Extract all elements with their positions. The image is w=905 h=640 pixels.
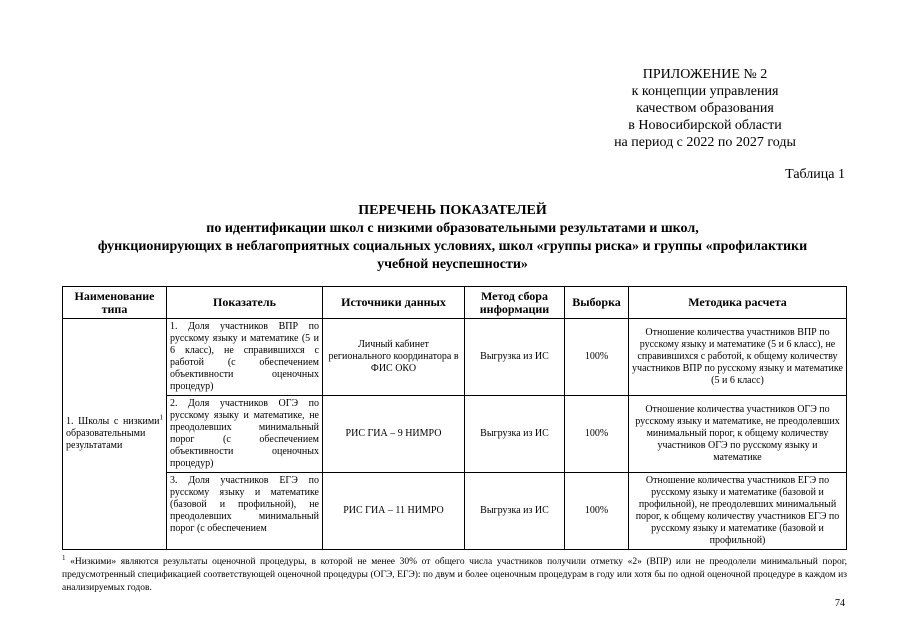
header-type: Наименование типа: [63, 287, 167, 319]
header-sources: Источники данных: [323, 287, 465, 319]
calc-cell: Отношение количества участников ОГЭ по русскому языку и математике, не преодолевших минимальный порог, к общему количеству участников ОГЭ по русскому языку и математике: [629, 396, 847, 473]
table-header-row: [63, 287, 847, 319]
title-sub-2: функционирующих в неблагоприятных социальных условиях, школ «группы риска» и группы «профилактики: [97, 239, 808, 254]
footnote-ref: 1: [159, 413, 163, 422]
appendix-line: в Новосибирской области: [628, 118, 782, 133]
source-cell: РИС ГИА – 9 НИМРО: [323, 396, 465, 473]
sample-cell: 100%: [565, 473, 629, 550]
indicator-cell: 2. Доля участников ОГЭ по русскому языку и математике, не преодолевших минимальный порог (с обеспечением объективности оценочных процедур): [167, 396, 323, 473]
type-cell: [63, 319, 167, 550]
method-cell: Выгрузка из ИС: [465, 473, 565, 550]
table-row: [63, 473, 847, 550]
appendix-line: к концепции управления: [631, 84, 779, 99]
source-cell: РИС ГИА – 11 НИМРО: [323, 473, 465, 550]
title-sub-3: учебной неуспешности»: [377, 257, 528, 272]
footnote: [62, 553, 848, 595]
appendix-line: на период с 2022 по 2027 годы: [614, 135, 796, 150]
indicators-table: [62, 286, 847, 550]
footnote-text: «Низкими» являются результаты оценочной процедуры, в которой не менее 30% от общего числа участников получили отметку «2» (ВПР) или не преодолели минимальный порог, предусмотренный спецификацией соответствующей оценочной процедуры (ОГЭ, ЕГЭ): по двум и более оценочным процедурам в году или хотя бы по одной оценочной процедуре в каждом из анализируемых годов.: [62, 557, 848, 593]
header-calc: Методика расчета: [629, 287, 847, 319]
table-row: [63, 396, 847, 473]
document-title: [60, 202, 845, 274]
header-method: Метод сбора информации: [465, 287, 565, 319]
page-number: 74: [835, 598, 845, 609]
sample-cell: 100%: [565, 396, 629, 473]
indicator-cell: 1. Доля участников ВПР по русскому языку и математике (5 и 6 класс), не справившихся с работой (с обеспечением объективности оценочных процедур): [167, 319, 323, 396]
title-main: ПЕРЕЧЕНЬ ПОКАЗАТЕЛЕЙ: [358, 203, 547, 218]
footnote-mark: 1: [62, 553, 66, 562]
footnote-divider: [62, 549, 212, 550]
indicator-text: 3. Доля участников ЕГЭ по русскому языку и математике (базовой и профильной), не преодолевших минимальный порог (с обеспечением: [170, 475, 319, 534]
type-suffix: образовательными результатами: [66, 428, 146, 451]
method-cell: Выгрузка из ИС: [465, 319, 565, 396]
header-indicator: Показатель: [167, 287, 323, 319]
type-prefix: 1. Школы с низкими: [66, 416, 160, 427]
calc-cell: Отношение количества участников ВПР по русскому языку и математике (5 и 6 класс), не справившихся с работой, к общему количеству участников ВПР по русскому языку и математике (5 и 6 класс): [629, 319, 847, 396]
appendix-line: ПРИЛОЖЕНИЕ № 2: [642, 67, 768, 82]
table-row: [63, 319, 847, 396]
indicator-cell: [167, 473, 323, 550]
title-sub-1: по идентификации школ с низкими образовательными результатами и школ,: [206, 221, 699, 236]
source-cell: Личный кабинет регионального координатора в ФИС ОКО: [323, 319, 465, 396]
table-label: Таблица 1: [785, 167, 845, 182]
appendix-header: [575, 66, 835, 151]
calc-cell: Отношение количества участников ЕГЭ по русскому языку и математике (базовой и профильной), не преодолевших минимальный порог, к общему количеству участников ЕГЭ по русскому языку и математике (базовой и профильной): [629, 473, 847, 550]
sample-cell: 100%: [565, 319, 629, 396]
method-cell: Выгрузка из ИС: [465, 396, 565, 473]
appendix-line: качеством образования: [636, 101, 774, 116]
header-sample: Выборка: [565, 287, 629, 319]
